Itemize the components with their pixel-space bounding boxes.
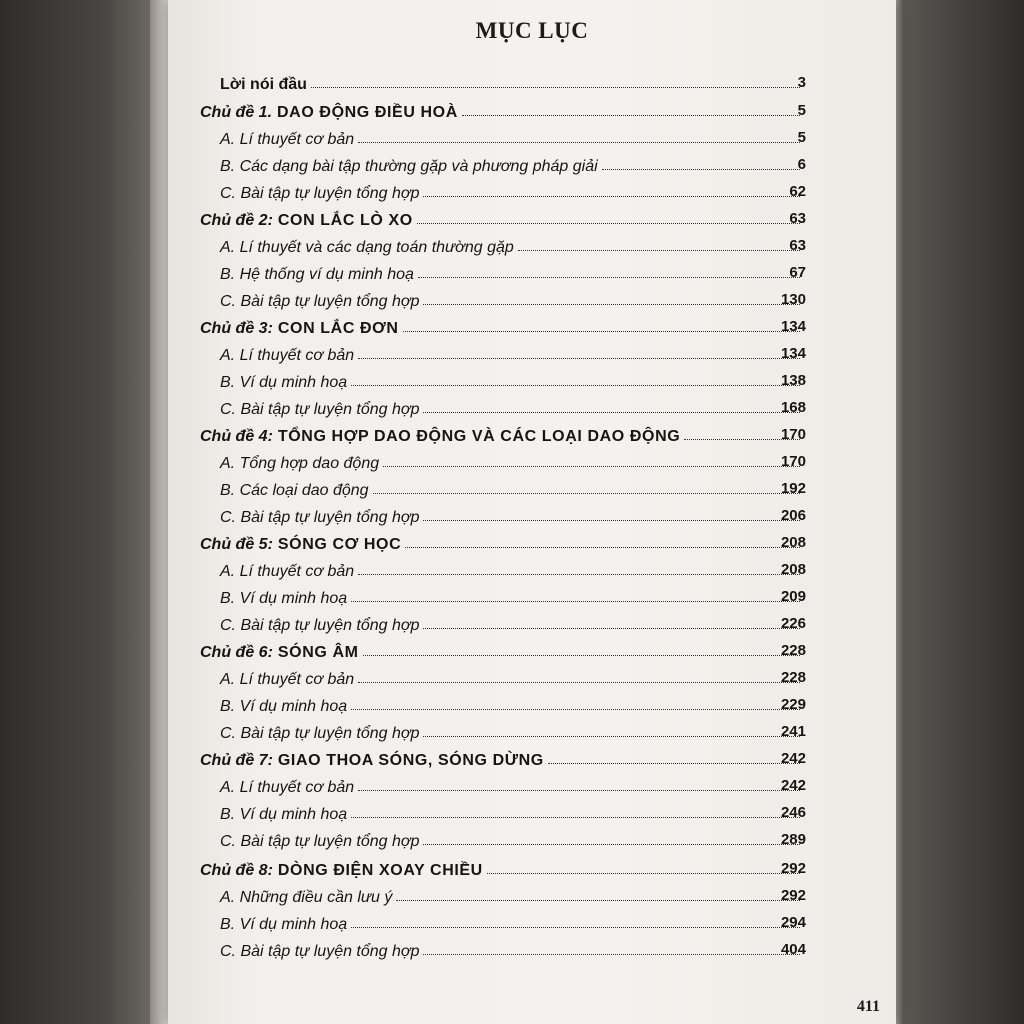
toc-chapter-page: 228 [780, 642, 806, 659]
toc-chapter-2 [200, 202, 806, 230]
toc-section [220, 148, 806, 176]
toc-chapter-title: GIAO THOA SÓNG, SÓNG DỪNG [277, 752, 544, 769]
toc-chapter-prefix: Chủ đề 4: [200, 428, 273, 445]
toc-section-label: C. Bài tập tự luyện tổng hợp [220, 833, 420, 850]
toc-section [220, 607, 806, 635]
toc-intro-label: Lời nói đầu [220, 76, 307, 93]
dot-leader [423, 844, 800, 845]
toc-chapter-title: CON LẮC ĐƠN [277, 320, 399, 337]
toc-section [220, 472, 806, 500]
dot-leader [363, 655, 800, 656]
toc-section-page: 242 [780, 777, 806, 794]
toc-section-label: A. Lí thuyết cơ bản [220, 563, 355, 580]
toc-chapter-prefix: Chủ đề 7: [200, 752, 273, 769]
dot-leader [403, 331, 800, 332]
toc-chapter-page: 63 [789, 210, 806, 227]
toc-chapter-prefix: Chủ đề 2: [200, 212, 273, 229]
dot-leader [417, 223, 800, 224]
book-page [168, 0, 896, 1024]
toc-chapter-title: DÒNG ĐIỆN XOAY CHIỀU [277, 862, 483, 879]
toc-section-label: A. Lí thuyết và các dạng toán thường gặp [220, 239, 514, 256]
toc-section-page: 404 [780, 941, 806, 958]
toc-chapter-title: SÓNG CƠ HỌC [277, 536, 402, 553]
toc-section [220, 229, 806, 257]
dot-leader [373, 493, 800, 494]
toc-section-label: A. Lí thuyết cơ bản [220, 347, 355, 364]
toc-section [220, 499, 806, 527]
toc-section-page: 168 [780, 399, 806, 416]
toc-section-label: C. Bài tập tự luyện tổng hợp [220, 401, 420, 418]
dot-leader [383, 466, 800, 467]
toc-section-page: 292 [780, 887, 806, 904]
toc-chapter-4 [200, 418, 806, 446]
toc-section-label: B. Ví dụ minh hoạ [220, 916, 348, 933]
dot-leader [423, 628, 800, 629]
toc-section [220, 337, 806, 365]
toc-section-page: 206 [780, 507, 806, 524]
toc-chapter-5 [200, 526, 806, 554]
dot-leader [358, 790, 800, 791]
toc-chapter-title: TỔNG HỢP DAO ĐỘNG VÀ CÁC LOẠI DAO ĐỘNG [277, 428, 681, 445]
toc-section-label: B. Ví dụ minh hoạ [220, 806, 348, 823]
toc-chapter-7 [200, 742, 806, 770]
toc-chapter-prefix: Chủ đề 6: [200, 644, 273, 661]
toc-chapter-1 [200, 94, 806, 122]
toc-section [220, 906, 806, 934]
dot-leader [423, 196, 800, 197]
dot-leader [351, 601, 800, 602]
background-right [890, 0, 1024, 1024]
toc-section-label: C. Bài tập tự luyện tổng hợp [220, 943, 420, 960]
toc-section [220, 823, 806, 851]
toc-section-label: A. Lí thuyết cơ bản [220, 131, 355, 148]
background-left [0, 0, 150, 1024]
toc-section [220, 933, 806, 961]
toc-section-label: B. Ví dụ minh hoạ [220, 590, 348, 607]
toc-section [220, 879, 806, 907]
toc-section-label: C. Bài tập tự luyện tổng hợp [220, 509, 420, 526]
toc-section [220, 580, 806, 608]
toc-section-label: C. Bài tập tự luyện tổng hợp [220, 617, 420, 634]
dot-leader [351, 385, 800, 386]
toc-section [220, 364, 806, 392]
dot-leader [351, 927, 800, 928]
dot-leader [351, 709, 800, 710]
toc-section-page: 209 [780, 588, 806, 605]
toc-chapter-prefix: Chủ đề 3: [200, 320, 273, 337]
toc-chapter-page: 170 [780, 426, 806, 443]
page-number: 411 [856, 998, 880, 1015]
toc-section-page: 229 [780, 696, 806, 713]
toc-section-label: A. Lí thuyết cơ bản [220, 779, 355, 796]
toc-section-page: 289 [780, 831, 806, 848]
toc-chapter-3 [200, 310, 806, 338]
toc-section-label: B. Ví dụ minh hoạ [220, 374, 348, 391]
toc-section-page: 241 [780, 723, 806, 740]
toc-section [220, 796, 806, 824]
dot-leader [358, 682, 800, 683]
toc-section-label: C. Bài tập tự luyện tổng hợp [220, 725, 420, 742]
toc-section-page: 170 [780, 453, 806, 470]
toc-chapter-prefix: Chủ đề 5: [200, 536, 273, 553]
page-title: MỤC LỤC [475, 18, 589, 43]
toc-section-page: 5 [797, 129, 806, 146]
dot-leader [423, 954, 800, 955]
toc-section [220, 553, 806, 581]
toc-intro-page: 3 [797, 74, 806, 91]
toc-chapter-page: 134 [780, 318, 806, 335]
dot-leader [462, 115, 800, 116]
toc-section-label: C. Bài tập tự luyện tổng hợp [220, 185, 420, 202]
toc-section-page: 130 [780, 291, 806, 308]
dot-leader [396, 900, 800, 901]
toc-section-page: 67 [789, 264, 806, 281]
dot-leader [487, 873, 800, 874]
dot-leader [423, 412, 800, 413]
toc-section-page: 63 [789, 237, 806, 254]
dot-leader [351, 817, 800, 818]
toc-chapter-prefix: Chủ đề 1. [200, 104, 273, 121]
toc-chapter-page: 208 [780, 534, 806, 551]
toc-section-label: A. Những điều cần lưu ý [220, 889, 393, 906]
toc-section-page: 226 [780, 615, 806, 632]
toc-section-label: A. Tổng hợp dao động [220, 455, 380, 472]
toc-section-label: A. Lí thuyết cơ bản [220, 671, 355, 688]
dot-leader [423, 736, 800, 737]
toc-section-page: 246 [780, 804, 806, 821]
toc-chapter-title: CON LẮC LÒ XO [277, 212, 413, 229]
dot-leader [358, 358, 800, 359]
toc-chapter-page: 292 [780, 860, 806, 877]
toc-intro [220, 66, 806, 94]
toc-section [220, 121, 806, 149]
toc-section-page: 6 [797, 156, 806, 173]
toc-section [220, 661, 806, 689]
toc-section-label: B. Ví dụ minh hoạ [220, 698, 348, 715]
dot-leader [423, 520, 800, 521]
toc-section-page: 294 [780, 914, 806, 931]
toc-section [220, 688, 806, 716]
dot-leader [311, 87, 800, 88]
toc-section [220, 283, 806, 311]
toc-chapter-prefix: Chủ đề 8: [200, 862, 273, 879]
toc-section-label: B. Hệ thống ví dụ minh hoạ [220, 266, 414, 283]
toc-section-page: 138 [780, 372, 806, 389]
toc-section [220, 715, 806, 743]
toc-section [220, 256, 806, 284]
toc-chapter-page: 242 [780, 750, 806, 767]
toc-section [220, 445, 806, 473]
toc-chapter-title: SÓNG ÂM [277, 644, 359, 661]
toc-section-label: B. Các dạng bài tập thường gặp và phương pháp giải [220, 158, 598, 175]
toc-chapter-8 [200, 852, 806, 880]
toc-section-page: 208 [780, 561, 806, 578]
toc-chapter-page: 5 [797, 102, 806, 119]
toc-section-page: 62 [789, 183, 806, 200]
toc-section-page: 228 [780, 669, 806, 686]
toc-section-page: 192 [780, 480, 806, 497]
toc-section-label: B. Các loại dao động [220, 482, 369, 499]
dot-leader [358, 142, 800, 143]
toc-section-label: C. Bài tập tự luyện tổng hợp [220, 293, 420, 310]
toc-chapter-title: DAO ĐỘNG ĐIỀU HOÀ [277, 104, 458, 121]
toc-section [220, 175, 806, 203]
toc-chapter-6 [200, 634, 806, 662]
dot-leader [405, 547, 800, 548]
toc-section-page: 134 [780, 345, 806, 362]
dot-leader [418, 277, 800, 278]
toc-section [220, 769, 806, 797]
dot-leader [423, 304, 800, 305]
table-of-contents [168, 0, 896, 1024]
toc-section [220, 391, 806, 419]
dot-leader [358, 574, 800, 575]
